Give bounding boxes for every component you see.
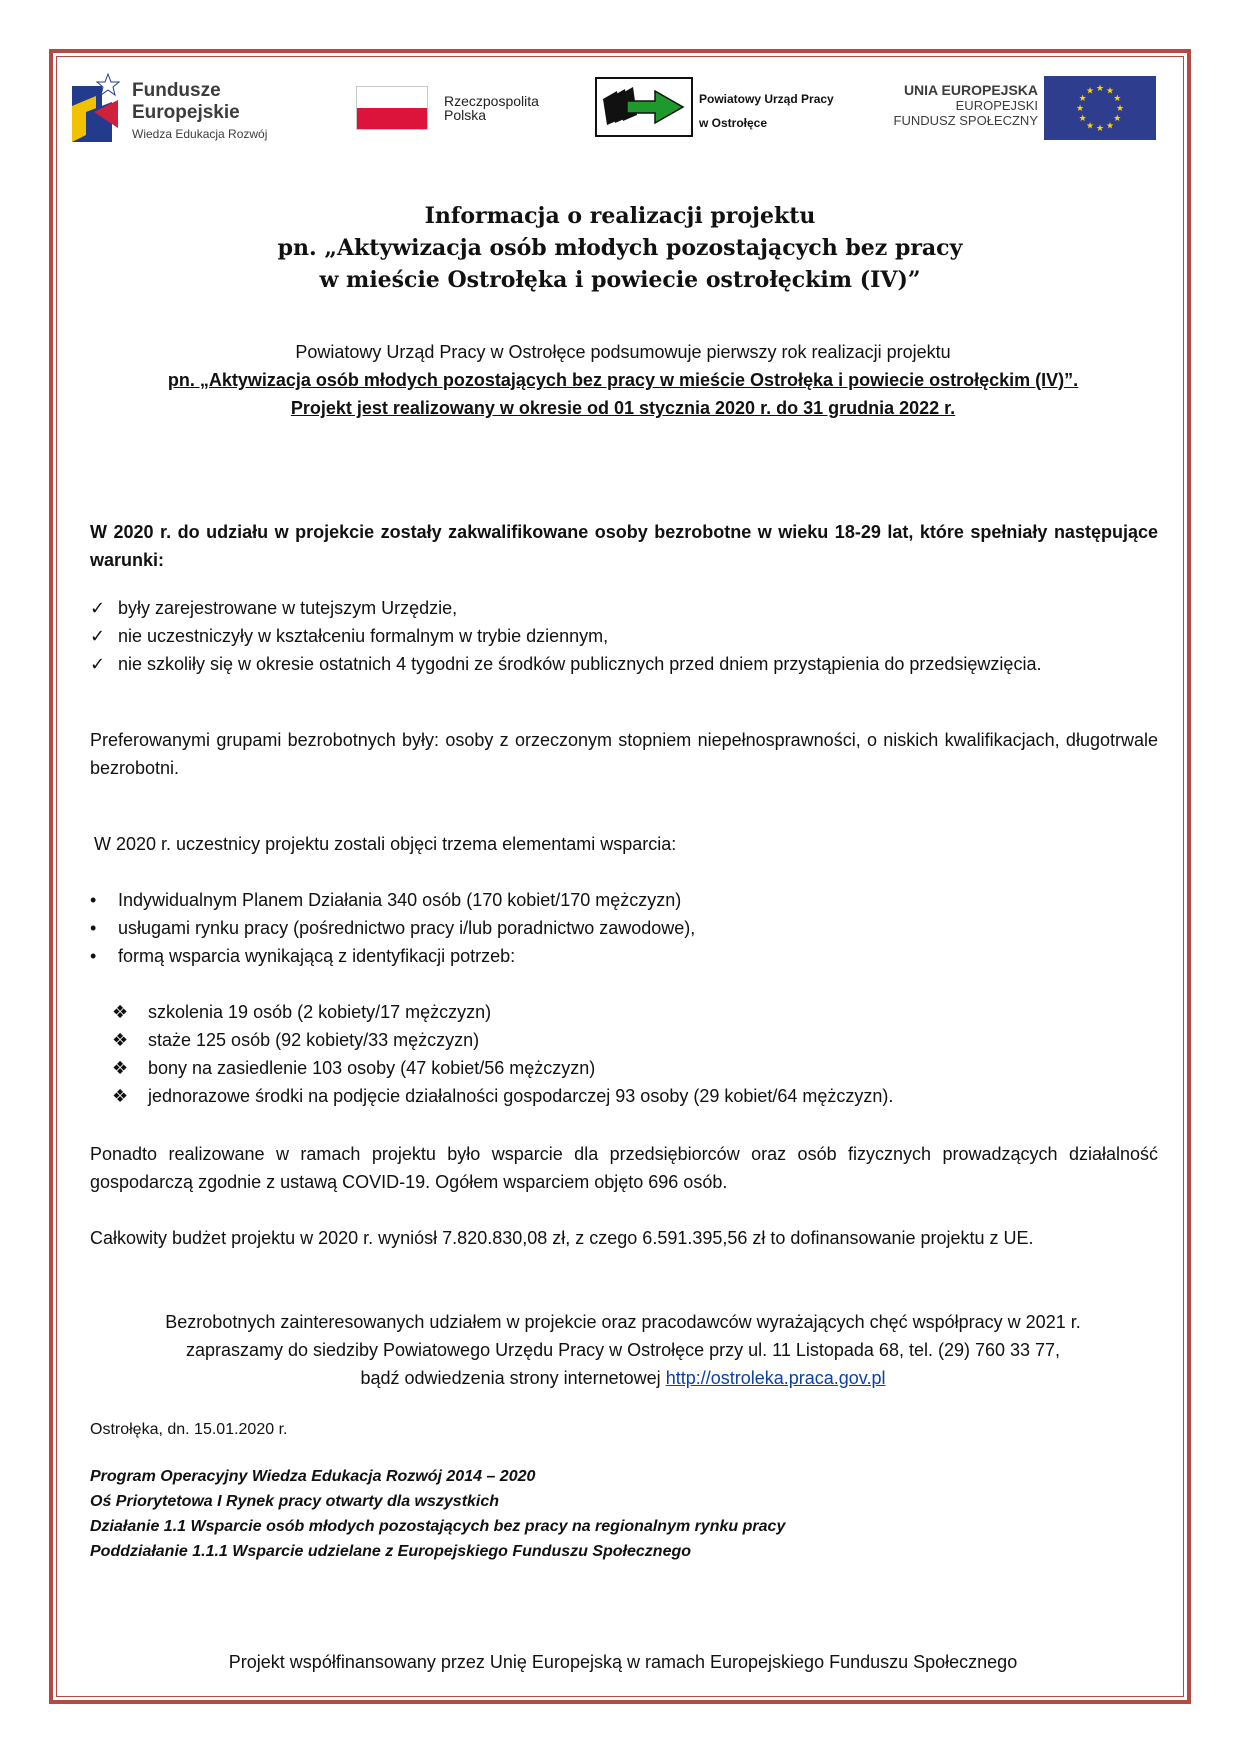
eu-star-icon: ★ — [1113, 93, 1122, 103]
diamond-bullet-icon: ❖ — [112, 1058, 129, 1078]
programme-line: Oś Priorytetowa I Rynek pracy otwarty dla wszystkich — [90, 1493, 500, 1510]
eu-star-icon: ★ — [1085, 120, 1095, 131]
document-title-line2: pn. „Aktywizacja osób młodych pozostających bez pracy — [277, 235, 963, 261]
support-forms-list — [112, 998, 1112, 1110]
place-date: Ostrołęka, dn. 15.01.2020 r. — [90, 1421, 288, 1438]
eu-flag-icon — [1044, 76, 1156, 140]
rp-line1: Rzeczpospolita — [444, 93, 539, 109]
unia-europejska-efs-logo — [880, 76, 1156, 140]
qualification-lead: W 2020 r. do udziału w projekcie zostały zakwalifikowane osoby bezrobotne w wieku 18-29 lat, które spełniały następujące warunki: — [90, 522, 1158, 570]
qualification-conditions-list — [90, 594, 1158, 678]
eu-star-icon: ★ — [1105, 120, 1115, 131]
eu-star-icon: ★ — [1075, 103, 1085, 113]
pup-ostroleka-logo — [595, 77, 855, 137]
rp-line2: Polska — [444, 107, 487, 123]
support-element-item: • usługami rynku pracy (pośrednictwo pracy i/lub poradnictwo zawodowe), — [90, 914, 1158, 942]
programme-line: Program Operacyjny Wiedza Edukacja Rozwój 2014 – 2020 — [90, 1468, 536, 1485]
bullet-icon: • — [90, 918, 97, 938]
page-frame-inner — [56, 56, 1184, 1697]
bullet-icon: • — [90, 890, 97, 910]
support-form-item: ❖ jednorazowe środki na podjęcie działalności gospodarczej 93 osoby (29 kobiet/64 mężczyzn). — [112, 1082, 1112, 1110]
ue-line2: EUROPEJSKI — [955, 98, 1038, 113]
document-title-line1: Informacja o realizacji projektu — [424, 203, 816, 229]
ue-line1: UNIA EUROPEJSKA — [903, 82, 1038, 98]
eu-star-icon: ★ — [1078, 113, 1087, 123]
invitation-line3 — [90, 1364, 1156, 1392]
fundusze-europejskie-logo — [72, 72, 312, 144]
eu-star-icon: ★ — [1085, 85, 1095, 96]
fundusze-tagline: Wiedza Edukacja Rozwój — [132, 127, 268, 141]
eu-star-icon: ★ — [1095, 83, 1105, 93]
polish-flag-icon — [356, 86, 428, 130]
intro-project-period: Projekt jest realizowany w okresie od 01 stycznia 2020 r. do 31 grudnia 2022 r. — [290, 398, 956, 418]
eu-star-icon: ★ — [1113, 113, 1122, 123]
eu-star-icon: ★ — [1095, 123, 1105, 133]
covid-support-paragraph: Ponadto realizowane w ramach projektu było wsparcie dla przedsiębiorców oraz osób fizycznych prowadzących działalność gospodarczą zgodnie z ustawą COVID-19. Ogółem wsparciem objęto 696 osób. — [90, 1144, 1158, 1192]
diamond-bullet-icon: ❖ — [112, 1002, 129, 1022]
invitation-line3-prefix: bądź odwiedzenia strony internetowej — [360, 1368, 666, 1388]
support-element-item: • formą wsparcia wynikającą z identyfikacji potrzeb: — [90, 942, 1158, 970]
checkmark-icon: ✓ — [90, 598, 106, 618]
ue-line3: FUNDUSZ SPOŁECZNY — [893, 113, 1038, 128]
bullet-icon: • — [90, 946, 97, 966]
support-form-item: ❖ bony na zasiedlenie 103 osoby (47 kobiet/56 mężczyzn) — [112, 1054, 1112, 1082]
fundusze-line2: Europejskie — [132, 102, 240, 123]
budget-paragraph: Całkowity budżet projektu w 2020 r. wyniósł 7.820.830,08 zł, z czego 6.591.395,56 zł to dofinansowanie projektu z UE. — [90, 1228, 1034, 1248]
programme-line: Działanie 1.1 Wsparcie osób młodych pozostających bez pracy na regionalnym rynku pracy — [90, 1518, 786, 1535]
eu-star-icon: ★ — [1078, 93, 1087, 103]
fundusze-europejskie-emblem-icon — [72, 72, 124, 142]
intro-line1: Powiatowy Urząd Pracy w Ostrołęce podsumowuje pierwszy rok realizacji projektu — [295, 342, 951, 362]
website-link[interactable]: http://ostroleka.praca.gov.pl — [665, 1368, 886, 1388]
condition-item: ✓ nie szkoliły się w okresie ostatnich 4 tygodni ze środków publicznych przed dniem przystąpienia do przedsięwzięcia. — [90, 650, 1158, 678]
preferred-groups-paragraph: Preferowanymi grupami bezrobotnych były: osoby z orzeczonym stopniem niepełnosprawności, o niskich kwalifikacjach, długotrwale bezrobotni. — [90, 730, 1158, 778]
support-form-item: ❖ szkolenia 19 osób (2 kobiety/17 mężczyzn) — [112, 998, 1112, 1026]
support-lead: W 2020 r. uczestnicy projektu zostali objęci trzema elementami wsparcia: — [94, 834, 677, 854]
programme-block — [90, 1464, 1090, 1564]
pup-line1: Powiatowy Urząd Pracy — [699, 92, 834, 106]
condition-item: ✓ nie uczestniczyły w kształceniu formalnym w trybie dziennym, — [90, 622, 1158, 650]
cofinancing-footer: Projekt współfinansowany przez Unię Europejską w ramach Europejskiego Funduszu Społecznego — [228, 1652, 1018, 1672]
checkmark-icon: ✓ — [90, 626, 106, 646]
pup-arrow-icon — [595, 77, 693, 137]
invitation-line2: zapraszamy do siedziby Powiatowego Urzędu Pracy w Ostrołęce przy ul. 11 Listopada 68, tel. (29) 760 33 77, — [185, 1340, 1061, 1360]
rzeczpospolita-polska-logo — [356, 86, 576, 134]
programme-line: Poddziałanie 1.1.1 Wsparcie udzielane z Europejskiego Funduszu Społecznego — [90, 1543, 692, 1560]
fundusze-line1: Fundusze — [132, 80, 221, 101]
diamond-bullet-icon: ❖ — [112, 1086, 129, 1106]
checkmark-icon: ✓ — [90, 654, 106, 674]
eu-star-icon: ★ — [1115, 103, 1125, 113]
eu-star-icon: ★ — [1105, 85, 1115, 96]
document-title-line3: w mieście Ostrołęka i powiecie ostrołęckim (IV)” — [319, 267, 921, 293]
pup-line2: w Ostrołęce — [699, 116, 768, 130]
condition-item: ✓ były zarejestrowane w tutejszym Urzędzie, — [90, 594, 1158, 622]
diamond-bullet-icon: ❖ — [112, 1030, 129, 1050]
support-element-item: • Indywidualnym Planem Działania 340 osób (170 kobiet/170 mężczyzn) — [90, 886, 1158, 914]
invitation-line1: Bezrobotnych zainteresowanych udziałem w projekcie oraz pracodawców wyrażających chęć współpracy w 2021 r. — [165, 1312, 1081, 1332]
support-elements-list — [90, 886, 1158, 970]
intro-project-name: pn. „Aktywizacja osób młodych pozostających bez pracy w mieście Ostrołęka i powiecie ostrołęckim (IV)”. — [167, 370, 1079, 390]
support-form-item: ❖ staże 125 osób (92 kobiety/33 mężczyzn) — [112, 1026, 1112, 1054]
